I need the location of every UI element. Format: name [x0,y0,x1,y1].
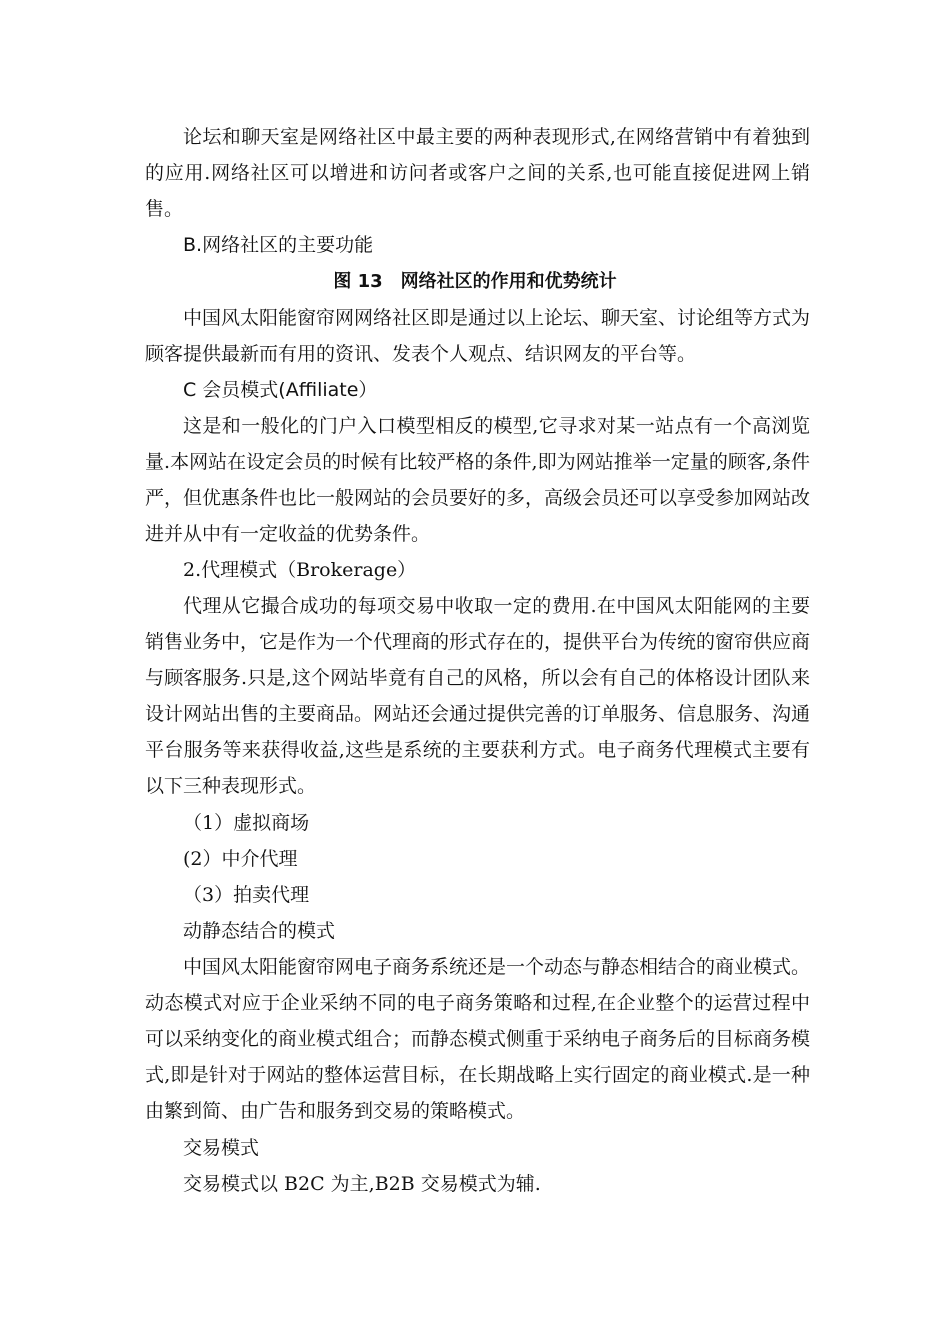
heading-affiliate-model: C 会员模式(Affiliate） [183,379,378,401]
paragraph-brokerage: 代理从它撮合成功的每项交易中收取一定的费用.在中国风太阳能网的主要销售业务中，它是作为一个代理商的形式存在的，提供平台为传统的窗帘供应商与顾客服务.只是,这个网站毕竟有自己的风格，所以会有自己的体格设计团队来设计网站出售的主要商品。网站还会通过提供完善的订单服务、信息服务、沟通平台服务等来获得收益,这些是系统的主要获利方式。电子商务代理模式主要有以下三种表现形式。 [145,595,811,797]
paragraph-trade: 交易模式以 B2C 为主,B2B 交易模式为辅. [183,1173,541,1195]
paragraph-affiliate: 这是和一般化的门户入口模型相反的模型,它寻求对某一站点有一个高浏览量.本网站在设定会员的时候有比较严格的条件,即为网站推举一定量的顾客,条件严，但优惠条件也比一般网站的会员要好的多，高级会员还可以享受参加网站改进并从中有一定收益的优势条件。 [145,415,811,545]
paragraph-community: 中国风太阳能窗帘网网络社区即是通过以上论坛、聊天室、讨论组等方式为顾客提供最新而有用的资讯、发表个人观点、结识网友的平台等。 [145,307,811,365]
paragraph-dynamic-static: 中国风太阳能窗帘网电子商务系统还是一个动态与静态相结合的商业模式。动态模式对应于企业采纳不同的电子商务策略和过程,在企业整个的运营过程中可以采纳变化的商业模式组合；而静态模式侧重于采纳电子商务后的目标商务模式,即是针对于网站的整体运营目标，在长期战略上实行固定的商业模式.是一种由繁到简、由广告和服务到交易的策略模式。 [145,956,811,1122]
heading-community-functions: B.网络社区的主要功能 [183,234,374,256]
list-item-virtual-mall: （1）虚拟商场 [183,812,310,834]
heading-brokerage-model: 2.代理模式（Brokerage） [183,559,417,581]
heading-trade-model: 交易模式 [183,1137,260,1159]
list-item-intermediary: (2）中介代理 [183,848,298,870]
list-item-auction: （3）拍卖代理 [183,884,310,906]
figure-caption: 图 13 网络社区的作用和优势统计 [333,271,617,292]
paragraph-forum-chat: 论坛和聊天室是网络社区中最主要的两种表现形式,在网络营销中有着独到的应用.网络社区可以增进和访问者或客户之间的关系,也可能直接促进网上销售。 [145,126,810,220]
heading-dynamic-static: 动静态结合的模式 [183,920,336,942]
